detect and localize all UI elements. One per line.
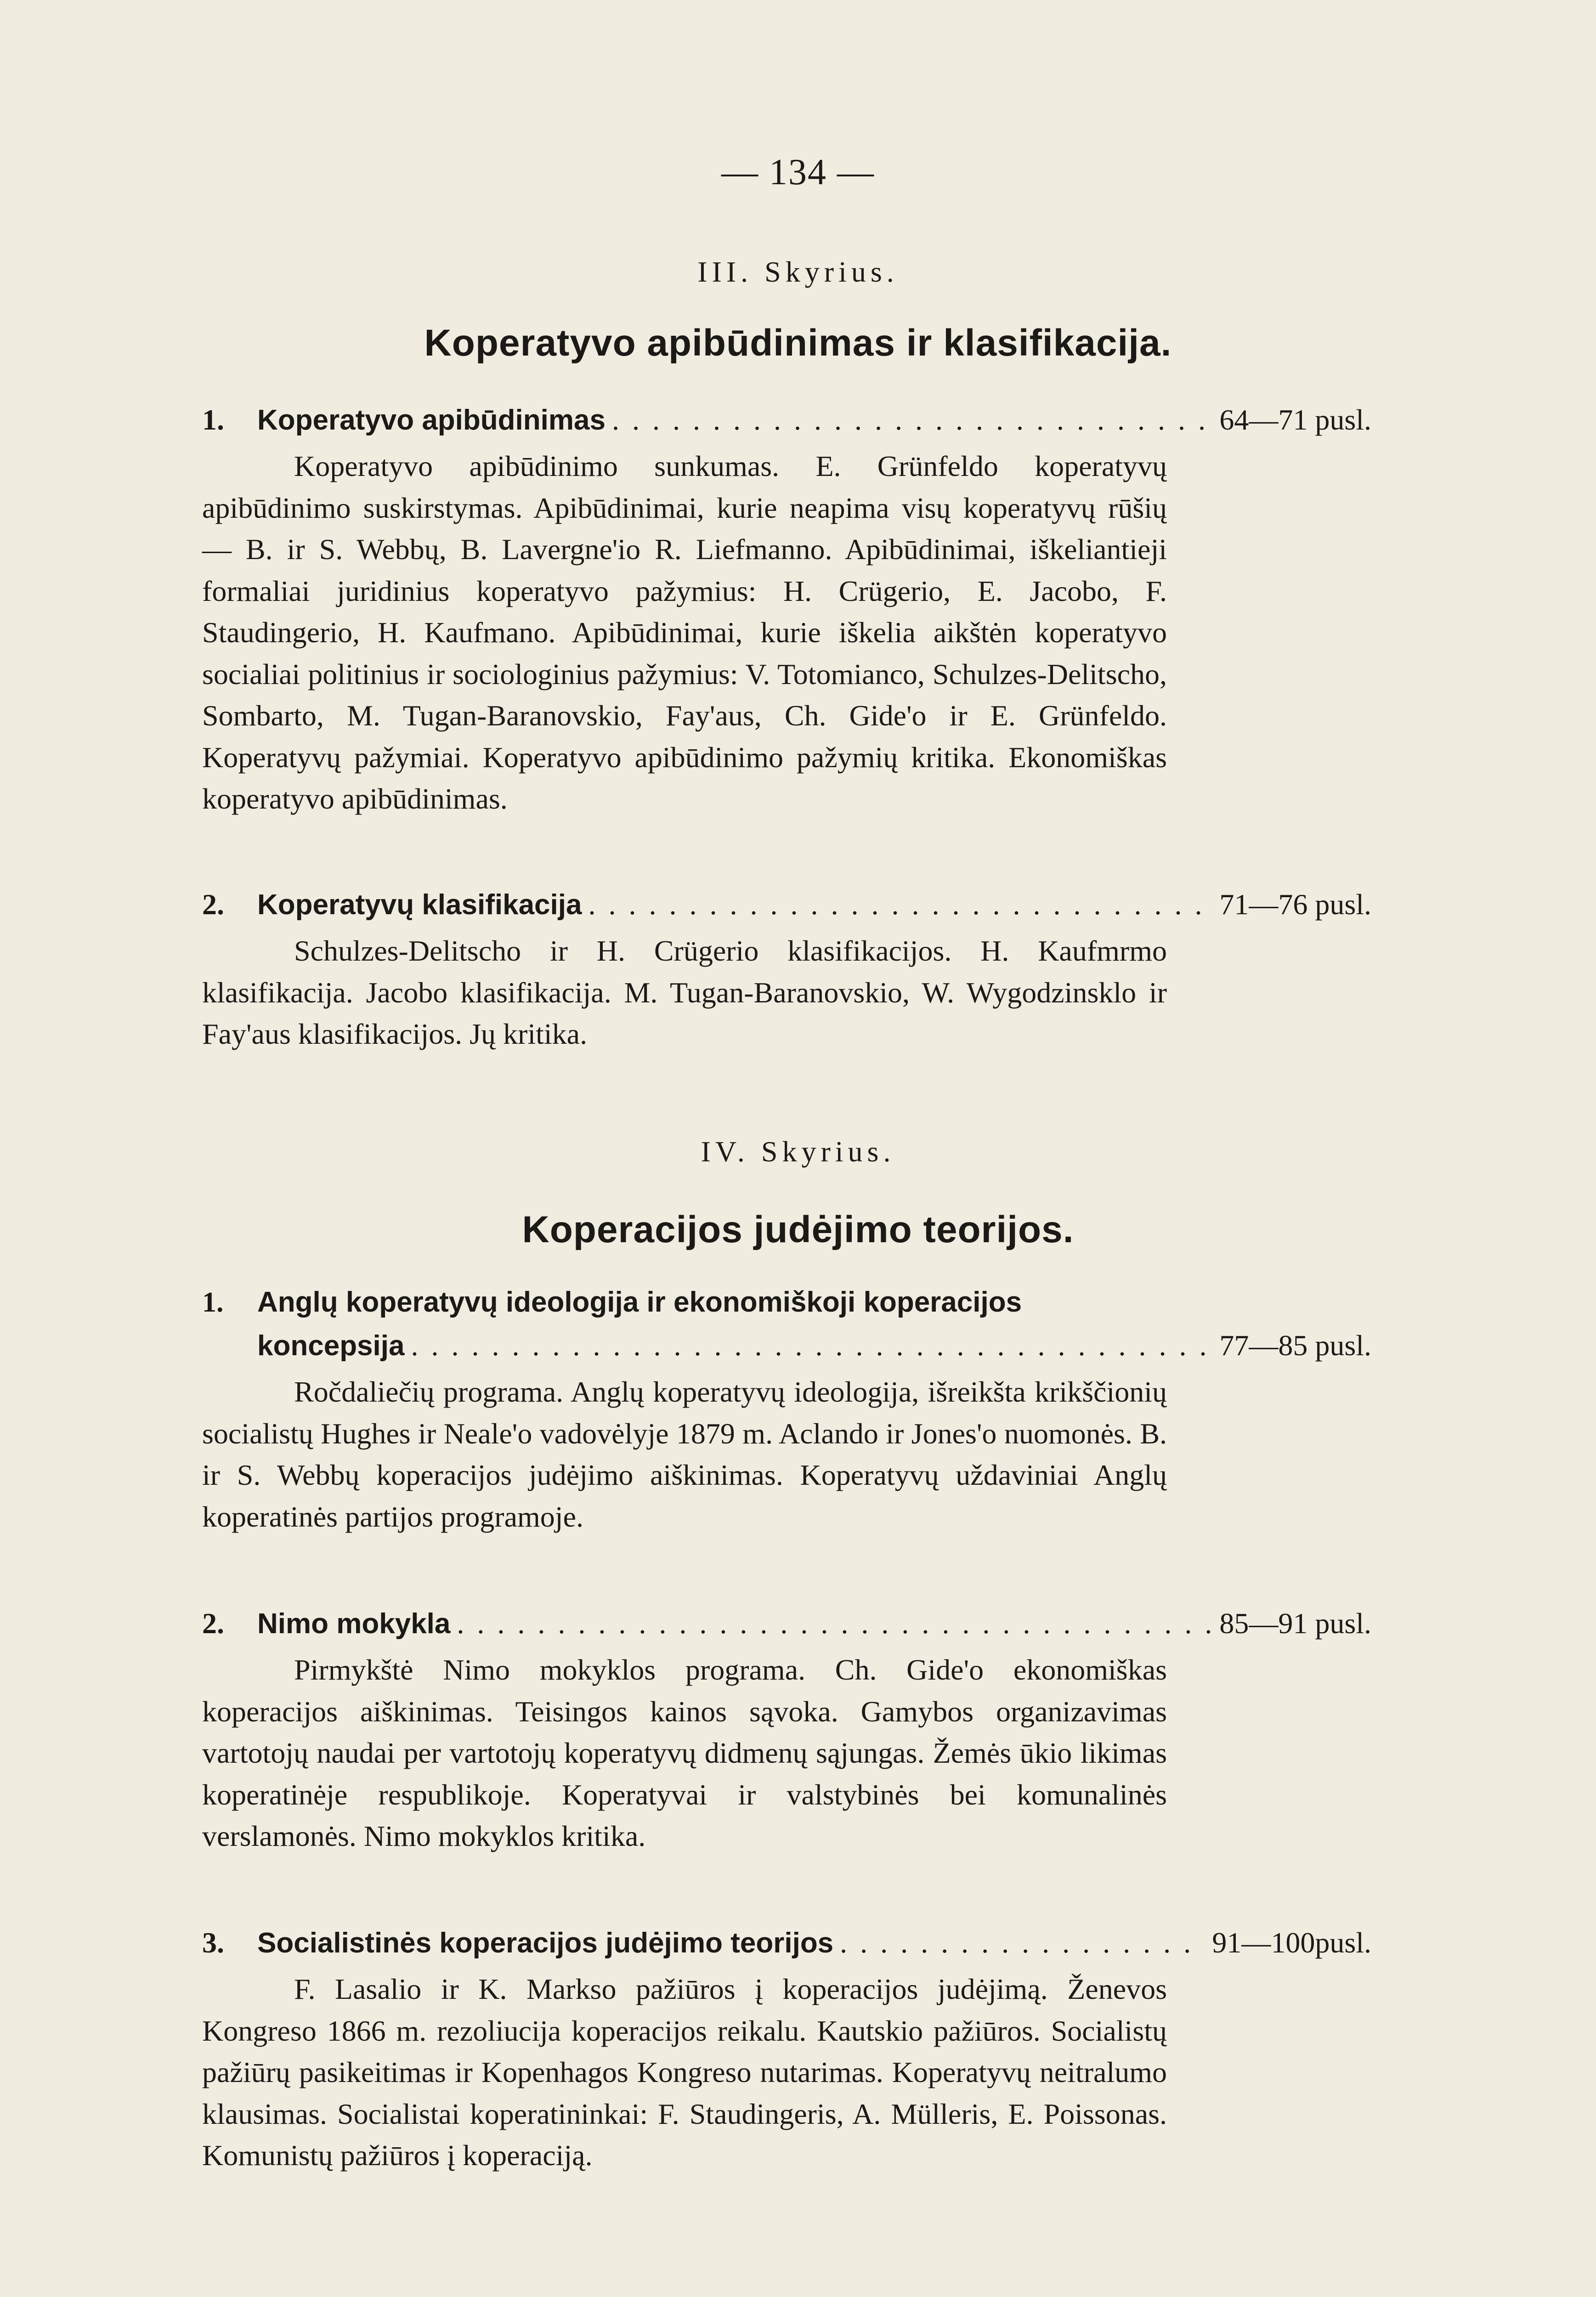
section-summary: Ročdaliečių programa. Anglų koperatyvų ideologija, išreikšta krikščionių socialistų Hughes ir Neale'o vadovėlyje 1879 m. Aclando ir Jones'o nuomonės. B. ir S. Webbų koperacijos judėjimo aiškinimas. Koperatyvų uždaviniai Anglų koperatinės partijos programoje. [202,1375,1167,1533]
dot-leader [612,400,1213,440]
page-range: 85—91 pusl. [1219,1607,1371,1640]
section-summary: F. Lasalio ir K. Markso pažiūros į koperacijos judėjimą. Ženevos Kongreso 1866 m. rezoliucija koperacijos reikalu. Kautskio pažiūros. Socialistų pažiūrų pasikeitimas ir Kopenhagos Kongreso nutarimas. Koperatyvų neitralumo klausimas. Socialistai koperatininkai: F. Staudingeris, A. Mülleris, E. Poissonas. Komunistų pažiūros į koperaciją. [202,1973,1167,2172]
page-range: 71—76 pusl. [1219,888,1371,921]
page-range: 91—100pusl. [1212,1926,1371,1959]
toc-entry [202,1923,1371,1963]
section-number: 1. [202,1287,224,1318]
section-heading: koncepsija [257,1330,405,1362]
section-number: 1. [202,403,224,436]
dot-leader [840,1923,1205,1963]
section-heading-line [202,1282,1167,1323]
section-heading: Koperatyvų klasifikacija [257,889,582,921]
dot-leader [457,1603,1213,1644]
section-summary: Koperatyvo apibūdinimo sunkumas. E. Grünfeldo koperatyvų apibūdinimo suskirstymas. Apibūdinimai, kurie neapima visų koperatyvų rūšių — B. ir S. Webbų, B. Lavergne'io R. Liefmanno. Apibūdinimai, iškeliantieji formaliai juridinius koperatyvo pažymius: H. Crügerio, E. Jacobo, F. Staudingerio, H. Kaufmano. Apibūdinimai, kurie iškelia aikštėn koperatyvo socialiai politinius ir sociologinius pažymius: V. Totomianco, Schulzes-Delitscho, Sombarto, M. Tugan-Baranovskio, Fay'aus, Ch. Gide'o ir E. Grünfeldo. Koperatyvų pažymiai. Koperatyvo apibūdinimo pažymių kritika. Ekonomiškas koperatyvo apibūdinimas. [202,450,1167,815]
toc-entry [202,1603,1371,1644]
section-heading: Anglų koperatyvų ideologija ir ekonomiškoji koperacijos [257,1286,1022,1318]
chapter-title: Koperatyvo apibūdinimas ir klasifikacija. [424,322,1172,364]
dot-leader [411,1325,1213,1366]
section-heading: Nimo mokykla [257,1608,451,1640]
section-summary: Pirmykštė Nimo mokyklos programa. Ch. Gide'o ekonomiškas koperacijos aiškinimas. Teisingos kainos sąvoka. Gamybos organizavimas vartotojų naudai per vartotojų koperatyvų didmenų sąjungas. Žemės ūkio likimas koperatinėje respublikoje. Koperatyvai ir valstybinės bei komunalinės verslamonės. Nimo mokyklos kritika. [202,1653,1167,1852]
section-number: 3. [202,1926,224,1959]
section-heading: Socialistinės koperacijos judėjimo teorijos [257,1927,834,1959]
chapter-title: Koperacijos judėjimo teorijos. [522,1209,1074,1250]
section-heading: Koperatyvo apibūdinimas [257,404,606,436]
toc-entry [202,884,1371,925]
dot-leader [588,884,1213,925]
toc-entry [202,1325,1371,1366]
section-number: 2. [202,1607,224,1640]
chapter-label: IV. Skyrius. [701,1135,895,1168]
page-range: 64—71 pusl. [1219,403,1371,436]
section-summary: Schulzes-Delitscho ir H. Crügerio klasifikacijos. H. Kaufmrmo klasifikacija. Jacobo klasifikacija. M. Tugan-Baranovskio, W. Wygodzinsklo ir Fay'aus klasifikacijos. Jų kritika. [202,934,1167,1050]
toc-entry [202,400,1371,441]
section-number: 2. [202,888,224,921]
page-number: — 134 — [721,152,875,192]
chapter-label: III. Skyrius. [697,255,899,288]
page-range: 77—85 pusl. [1219,1329,1371,1362]
